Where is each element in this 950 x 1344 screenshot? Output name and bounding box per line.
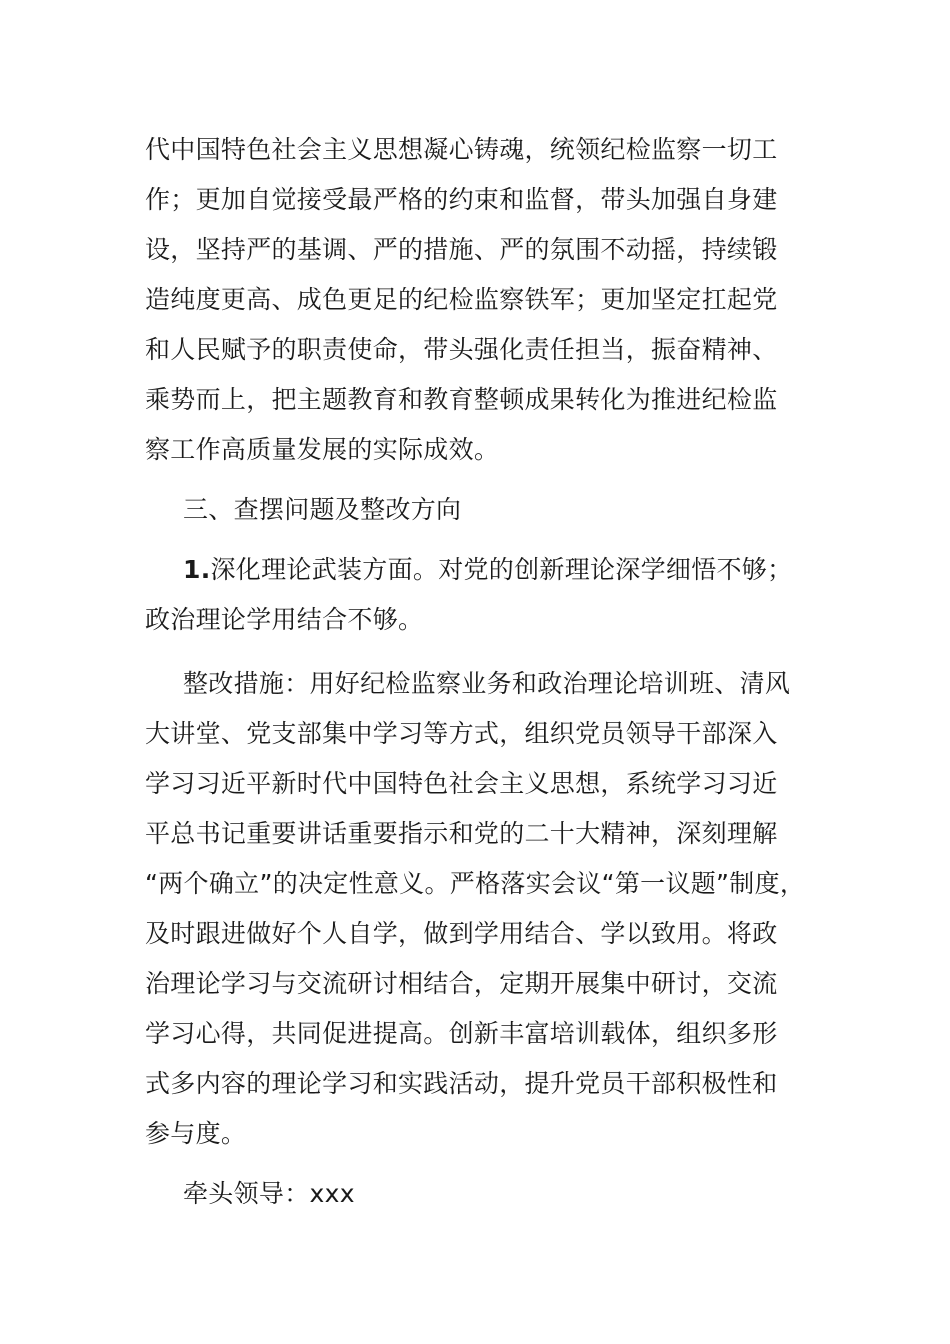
paragraph-line: 乘势而上，把主题教育和教育整顿成果转化为推进纪检监 (145, 385, 778, 414)
item-heading-line (183, 553, 792, 587)
measures-line: 整改措施：用好纪检监察业务和政治理论培训班、清风 (183, 669, 791, 698)
measures-line: 学习习近平新时代中国特色社会主义思想，系统学习习近 (145, 769, 778, 798)
paragraph-line: 设，坚持严的基调、严的措施、严的氛围不动摇，持续锻 (145, 235, 778, 264)
paragraph-line: 和人民赋予的职责使命，带头强化责任担当，振奋精神、 (145, 335, 778, 364)
measures-line: 大讲堂、党支部集中学习等方式，组织党员领导干部深入 (145, 719, 778, 748)
section-heading: 三、查摆问题及整改方向 (183, 495, 462, 524)
lead-leader-line: 牵头领导：xxx (183, 1179, 355, 1208)
measures-line: 学习心得，共同促进提高。创新丰富培训载体，组织多形 (145, 1019, 778, 1048)
measures-line: 及时跟进做好个人自学，做到学用结合、学以致用。将政 (145, 919, 778, 948)
paragraph-line: 代中国特色社会主义思想凝心铸魂，统领纪检监察一切工 (145, 135, 778, 164)
measures-line: 治理论学习与交流研讨相结合，定期开展集中研讨，交流 (145, 969, 778, 998)
measures-line: “两个确立”的决定性意义。严格落实会议“第一议题”制度， (145, 869, 806, 898)
measures-line: 参与度。 (145, 1119, 247, 1148)
paragraph-line: 察工作高质量发展的实际成效。 (145, 435, 500, 464)
measures-line: 式多内容的理论学习和实践活动，提升党员干部积极性和 (145, 1069, 778, 1098)
item-heading-line: 政治理论学用结合不够。 (145, 605, 424, 634)
item-number: 1. (183, 555, 211, 584)
paragraph-line: 作；更加自觉接受最严格的约束和监督，带头加强自身建 (145, 185, 778, 214)
paragraph-line: 造纯度更高、成色更足的纪检监察铁军；更加坚定扛起党 (145, 285, 778, 314)
measures-line: 平总书记重要讲话重要指示和党的二十大精神，深刻理解 (145, 819, 778, 848)
item-text: 深化理论武装方面。对党的创新理论深学细悟不够； (210, 555, 793, 584)
